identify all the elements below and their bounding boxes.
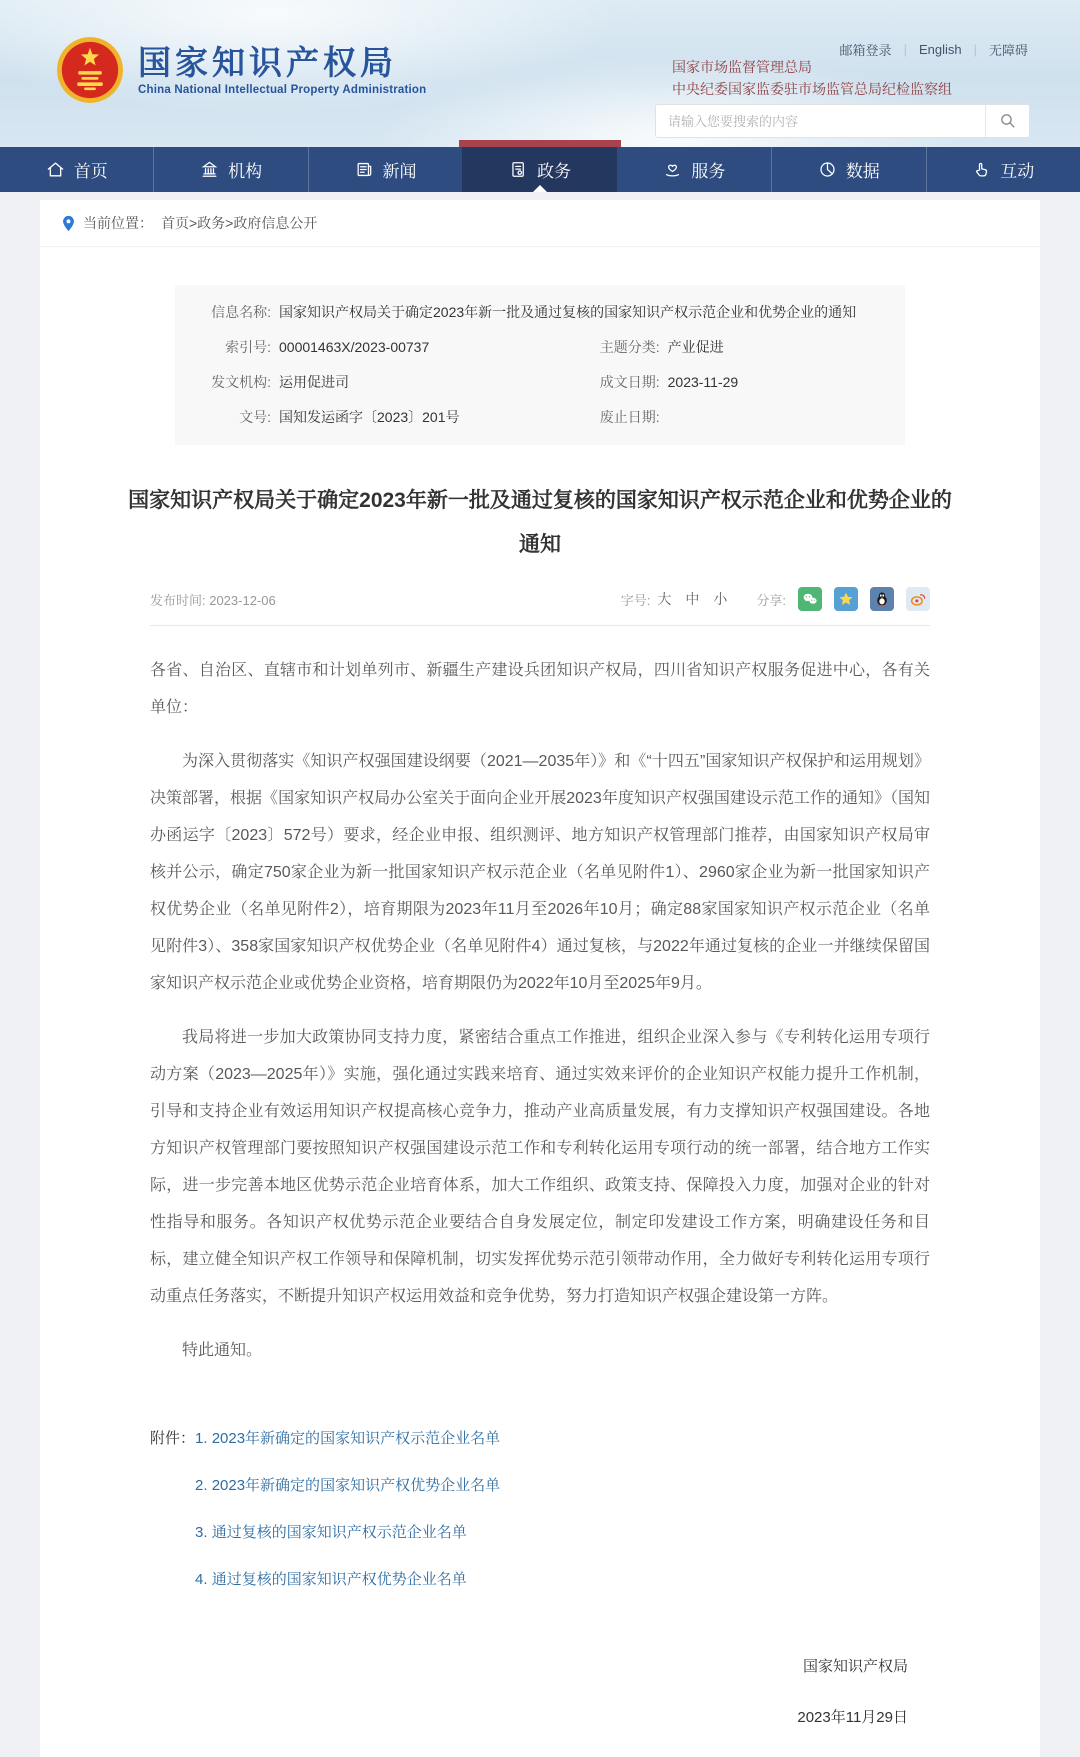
info-row-docnumber bbox=[193, 400, 887, 435]
attachment-link-3[interactable]: 3. 通过复核的国家知识产权示范企业名单 bbox=[195, 1524, 467, 1541]
qq-icon[interactable] bbox=[870, 587, 894, 611]
divider: | bbox=[903, 42, 907, 57]
info-row-index bbox=[193, 330, 887, 365]
search-icon bbox=[999, 112, 1017, 130]
info-value: 2023-11-29 bbox=[667, 374, 739, 390]
nav-label: 首页 bbox=[73, 162, 108, 181]
divider: | bbox=[973, 42, 977, 57]
fontsize-label: 字号: bbox=[620, 592, 651, 608]
nav-item-interact[interactable] bbox=[926, 147, 1080, 192]
article-body bbox=[150, 626, 930, 1369]
nav-item-institution[interactable] bbox=[153, 147, 307, 192]
samr-link[interactable]: 国家市场监督管理总局 bbox=[672, 59, 812, 75]
info-row-name bbox=[193, 295, 887, 330]
discipline-inspection-link[interactable]: 中央纪委国家监委驻市场监管总局纪检监察组 bbox=[672, 81, 952, 97]
page-title: 国家知识产权局关于确定2023年新一批及通过复核的国家知识产权示范企业和优势企业的通知 bbox=[128, 489, 952, 556]
share-label: 分享: bbox=[756, 592, 786, 608]
home-icon bbox=[46, 160, 65, 179]
signature-date: 2023年11月29日 bbox=[797, 1709, 908, 1726]
info-value: 运用促进司 bbox=[279, 374, 349, 390]
service-icon bbox=[663, 160, 682, 179]
document-info-table bbox=[175, 285, 905, 445]
attachment-link-4[interactable]: 4. 通过复核的国家知识产权优势企业名单 bbox=[195, 1571, 467, 1588]
breadcrumb-prefix: 当前位置： bbox=[83, 215, 153, 231]
attachment-link-1[interactable]: 1. 2023年新确定的国家知识产权示范企业名单 bbox=[195, 1430, 501, 1447]
info-label: 文号: bbox=[239, 409, 271, 425]
info-value: 国家知识产权局关于确定2023年新一批及通过复核的国家知识产权示范企业和优势企业的通知 bbox=[279, 304, 857, 320]
national-emblem-icon bbox=[56, 36, 124, 104]
nav-label: 数据 bbox=[845, 162, 880, 181]
salutation-paragraph: 各省、自治区、直辖市和计划单列市、新疆生产建设兵团知识产权局，四川省知识产权服务促进中心，各有关单位： bbox=[150, 662, 930, 716]
info-label: 成文日期: bbox=[599, 374, 660, 390]
body-paragraph-2: 我局将进一步加大政策协同支持力度，紧密结合重点工作推进，组织企业深入参与《专利转化运用专项行动方案（2023—2025年）》实施，强化通过实践来培育、通过实效来评价的企业知识产权能力提升工作机制，引导和支持企业有效运用知识产权提高核心竞争力，推动产业高质量发展，有力支撑知识产权强国建设。各地方知识产权管理部门要按照知识产权强国建设示范工作和专利转化运用专项行动的统一部署，结合地方工作实际，进一步完善本地区优势示范企业培育体系，加大工作组织、政策支持、保障投入力度，加强对企业的针对性指导和服务。各知识产权优势示范企业要结合自身发展定位，制定印发建设工作方案，明确建设任务和目标，建立健全知识产权工作领导和保障机制，切实发挥优势示范引领带动作用，全力做好专利转化运用专项行动重点任务落实，不断提升知识产权运用效益和竞争优势，努力打造知识产权强企建设第一方阵。 bbox=[150, 1029, 930, 1305]
info-value: 产业促进 bbox=[667, 339, 724, 355]
info-label: 主题分类: bbox=[599, 339, 660, 355]
accessibility-link[interactable]: 无障碍 bbox=[988, 43, 1028, 58]
header-banner bbox=[0, 0, 1080, 147]
nav-item-gov-affairs[interactable] bbox=[462, 147, 616, 192]
main-nav bbox=[0, 147, 1080, 192]
info-row-issuer bbox=[193, 365, 887, 400]
nav-item-service[interactable] bbox=[617, 147, 771, 192]
search-button[interactable] bbox=[985, 105, 1029, 137]
site-logo[interactable] bbox=[56, 36, 426, 104]
nav-label: 服务 bbox=[691, 162, 726, 181]
related-agency-links bbox=[672, 56, 952, 100]
search-input[interactable] bbox=[656, 114, 985, 129]
info-label: 废止日期: bbox=[599, 409, 660, 425]
signature-agency: 国家知识产权局 bbox=[802, 1658, 908, 1675]
closing-paragraph: 特此通知。 bbox=[182, 1342, 263, 1359]
attachments-label: 附件： bbox=[150, 1430, 196, 1447]
info-label: 索引号: bbox=[225, 339, 271, 355]
publish-time: 发布时间: 2023-12-06 bbox=[150, 592, 276, 608]
site-title: 国家知识产权局 bbox=[138, 43, 397, 81]
news-icon bbox=[355, 160, 374, 179]
attachments-section bbox=[150, 1415, 930, 1603]
gov-affairs-icon bbox=[509, 160, 528, 179]
content-card bbox=[40, 200, 1040, 1757]
nav-item-home[interactable] bbox=[0, 147, 153, 192]
attachment-link-2[interactable]: 2. 2023年新确定的国家知识产权优势企业名单 bbox=[195, 1477, 501, 1494]
interact-icon bbox=[972, 160, 991, 179]
location-pin-icon bbox=[62, 215, 75, 232]
institution-icon bbox=[200, 160, 219, 179]
nav-label: 新闻 bbox=[382, 162, 417, 181]
wechat-icon[interactable] bbox=[798, 587, 822, 611]
site-search bbox=[655, 104, 1030, 138]
english-link[interactable]: English bbox=[918, 42, 962, 57]
fontsize-large-button[interactable]: 大 bbox=[657, 591, 672, 607]
nav-item-news[interactable] bbox=[308, 147, 462, 192]
data-icon bbox=[818, 160, 837, 179]
mail-login-link[interactable]: 邮箱登录 bbox=[839, 43, 892, 58]
info-value bbox=[660, 400, 668, 435]
fontsize-medium-button[interactable]: 中 bbox=[685, 591, 700, 607]
info-value: 国知发运函字〔2023〕201号 bbox=[279, 409, 460, 425]
breadcrumb-path[interactable]: 首页>政务>政府信息公开 bbox=[161, 215, 318, 231]
article-meta-row bbox=[150, 587, 930, 626]
nav-item-data[interactable] bbox=[771, 147, 925, 192]
site-subtitle: China National Intellectual Property Administration bbox=[138, 84, 427, 97]
nav-label: 政务 bbox=[536, 162, 571, 181]
fontsize-small-button[interactable]: 小 bbox=[713, 591, 728, 607]
info-label: 信息名称: bbox=[211, 304, 271, 320]
signature-block bbox=[150, 1655, 930, 1727]
nav-label: 互动 bbox=[1000, 162, 1035, 181]
info-label: 发文机构: bbox=[211, 374, 271, 390]
qzone-icon[interactable] bbox=[834, 587, 858, 611]
breadcrumb bbox=[40, 200, 1040, 247]
info-value: 00001463X/2023-00737 bbox=[279, 339, 430, 355]
nav-label: 机构 bbox=[228, 162, 263, 181]
body-paragraph-1: 为深入贯彻落实《知识产权强国建设纲要（2021—2035年）》和《“十四五”国家知识产权保护和运用规划》决策部署，根据《国家知识产权局办公室关于面向企业开展2023年度知识产权强国建设示范工作的通知》（国知办函运字〔2023〕572号）要求，经企业申报、组织测评、地方知识产权管理部门推荐，由国家知识产权局审核并公示，确定750家企业为新一批国家知识产权示范企业（名单见附件1）、2960家企业为新一批国家知识产权优势企业（名单见附件2），培育期限为2023年11月至2026年10月；确定88家国家知识产权示范企业（名单见附件3）、358家国家知识产权优势企业（名单见附件4）通过复核，与2022年通过复核的企业一并继续保留国家知识产权示范企业或优势企业资格，培育期限仍为2022年10月至2025年9月。 bbox=[150, 753, 930, 992]
weibo-icon[interactable] bbox=[906, 587, 930, 611]
